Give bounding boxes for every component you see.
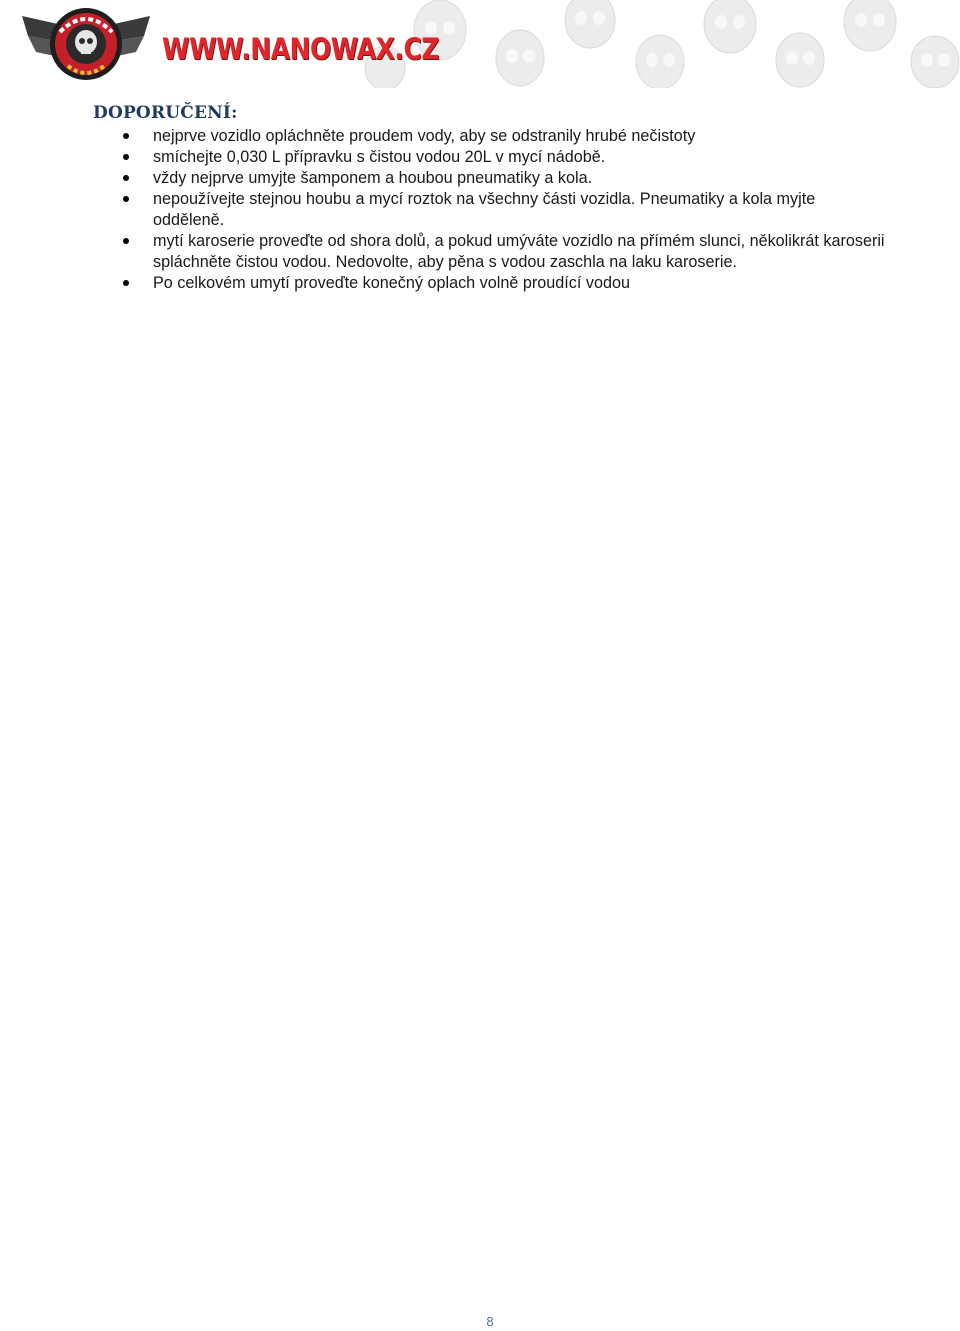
section-heading: DOPORUČENÍ: xyxy=(93,103,238,123)
page-number: 8 xyxy=(486,1314,494,1329)
list-item-text: Po celkovém umytí proveďte konečný oplach volně proudící vodou xyxy=(153,274,630,292)
bullet-icon xyxy=(123,154,129,160)
bullet-icon xyxy=(123,175,129,181)
list-item-text: nejprve vozidlo opláchněte proudem vody, aby se odstranily hrubé nečistoty xyxy=(153,127,696,145)
list-item-text: vždy nejprve umyjte šamponem a houbou pneumatiky a kola. xyxy=(153,169,593,187)
list-item xyxy=(0,126,960,147)
bullet-icon xyxy=(123,280,129,286)
bullet-icon xyxy=(123,133,129,139)
list-item xyxy=(0,147,960,168)
site-url: WWW.NANOWAX.CZ xyxy=(162,32,439,66)
chemical-guys-logo-icon xyxy=(18,2,154,86)
bullet-icon xyxy=(123,196,129,202)
list-item xyxy=(0,168,960,189)
list-item-text: smíchejte 0,030 L přípravku s čistou vodou 20L v mycí nádobě. xyxy=(153,148,606,166)
list-item xyxy=(0,189,960,231)
recommendation-list xyxy=(0,126,960,294)
list-item-text: mytí karoserie proveďte od shora dolů, a pokud umýváte vozidlo na přímém slunci, několikrát karoserii spláchněte čistou vodou. Nedovolte, aby pěna s vodou zaschla na laku karoserie. xyxy=(153,232,885,271)
list-item xyxy=(0,273,960,294)
header-banner xyxy=(0,0,960,88)
list-item xyxy=(0,231,960,273)
bullet-icon xyxy=(123,238,129,244)
list-item-text: nepoužívejte stejnou houbu a mycí roztok na všechny části vozidla. Pneumatiky a kola myjte odděleně. xyxy=(153,190,816,229)
